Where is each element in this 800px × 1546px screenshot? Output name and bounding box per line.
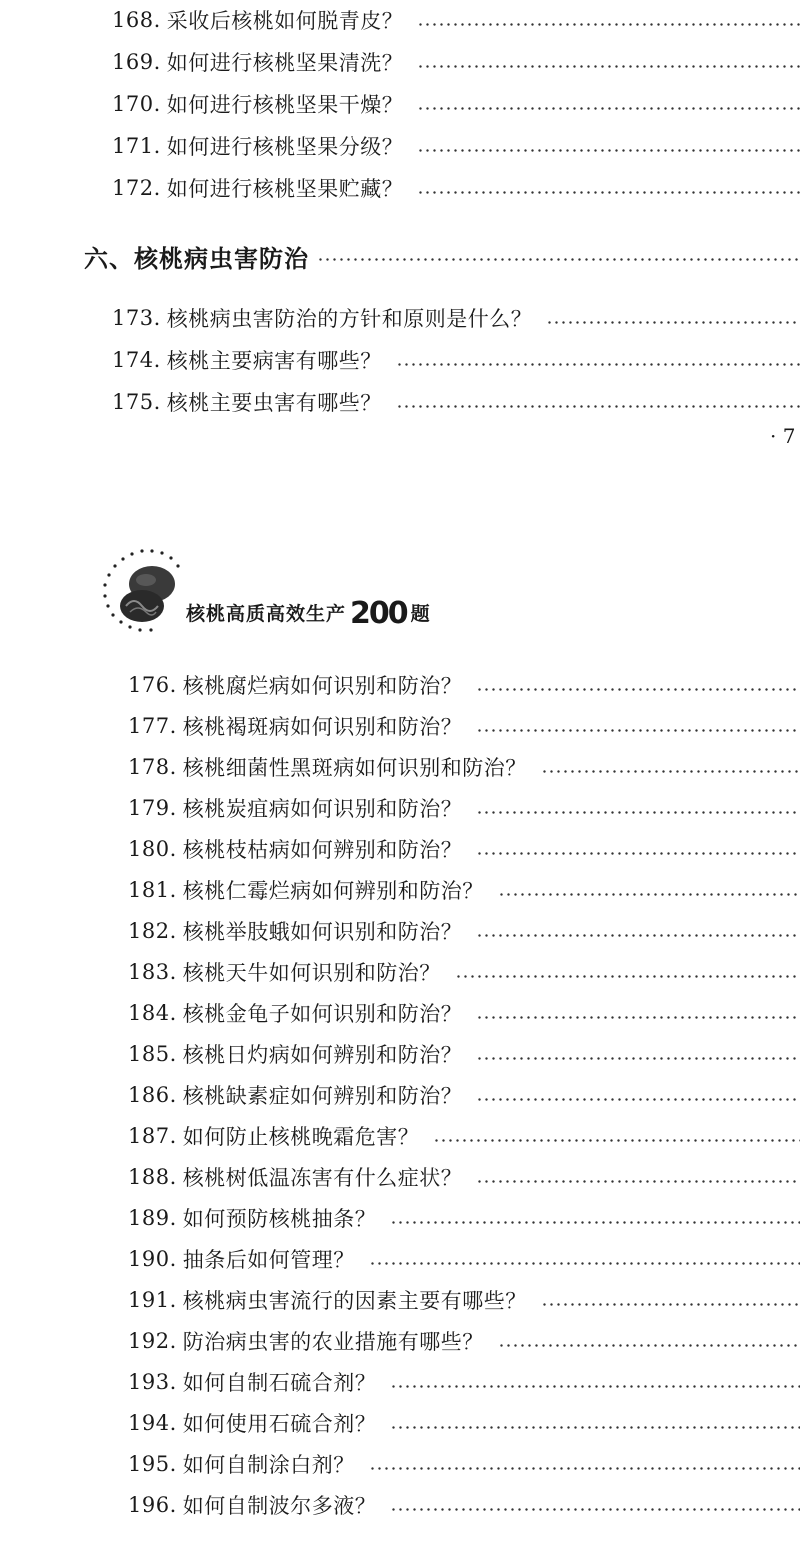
toc-entry[interactable] xyxy=(0,0,800,40)
entry-title: 核桃仁霉烂病如何辨别和防治？ xyxy=(182,879,484,903)
entry-title: 采收后核桃如何脱青皮？ xyxy=(166,9,404,33)
entry-number: 178. xyxy=(128,755,177,779)
toc-entry[interactable] xyxy=(0,1444,800,1484)
entry-number: 181. xyxy=(128,878,177,902)
running-header-title xyxy=(186,596,431,631)
toc-entry[interactable] xyxy=(0,870,800,910)
toc-entry[interactable] xyxy=(0,42,800,82)
entry-title: 如何使用石硫合剂？ xyxy=(182,1412,377,1436)
entry-number: 171. xyxy=(112,134,161,158)
toc-entry[interactable] xyxy=(0,911,800,951)
entry-number: 179. xyxy=(128,796,177,820)
entry-number: 173. xyxy=(112,306,161,330)
entry-title: 核桃天牛如何识别和防治？ xyxy=(182,961,441,985)
dot-leader xyxy=(390,1508,800,1511)
dot-leader xyxy=(476,1057,800,1060)
entry-title: 核桃举肢蛾如何识别和防治？ xyxy=(182,920,463,944)
entry-number: 184. xyxy=(128,1001,177,1025)
toc-entry[interactable] xyxy=(0,1403,800,1443)
running-header xyxy=(0,540,800,650)
dot-leader xyxy=(390,1385,800,1388)
entry-title: 防治病虫害的农业措施有哪些？ xyxy=(182,1330,484,1354)
dot-leader xyxy=(417,107,800,110)
toc-entry[interactable] xyxy=(0,993,800,1033)
toc-entry[interactable] xyxy=(0,168,800,208)
entry-title: 核桃褐斑病如何识别和防治？ xyxy=(182,715,463,739)
entry-number: 191. xyxy=(128,1288,177,1312)
dot-leader xyxy=(476,688,800,691)
page-number: · 7 xyxy=(770,424,796,448)
title-prefix: 核桃高质高效生产 xyxy=(186,603,347,625)
toc-entry[interactable] xyxy=(0,1280,800,1320)
entry-number: 169. xyxy=(112,50,161,74)
entry-title: 如何进行核桃坚果贮藏？ xyxy=(166,177,404,201)
entry-number: 188. xyxy=(128,1165,177,1189)
dot-leader xyxy=(476,934,800,937)
entry-title: 抽条后如何管理？ xyxy=(182,1248,355,1272)
dot-leader xyxy=(541,770,800,773)
entry-title: 核桃日灼病如何辨别和防治？ xyxy=(182,1043,463,1067)
toc-entry[interactable] xyxy=(0,747,800,787)
dot-leader xyxy=(396,405,800,408)
dot-leader xyxy=(369,1467,800,1470)
toc-entry[interactable] xyxy=(0,788,800,828)
entry-number: 177. xyxy=(128,714,177,738)
toc-entry[interactable] xyxy=(0,665,800,705)
toc-entry[interactable] xyxy=(0,1034,800,1074)
entry-number: 186. xyxy=(128,1083,177,1107)
entry-number: 190. xyxy=(128,1247,177,1271)
dot-leader xyxy=(476,811,800,814)
dot-leader xyxy=(476,852,800,855)
title-number: 200 xyxy=(350,596,407,631)
toc-entry[interactable] xyxy=(0,1362,800,1402)
entry-title: 如何进行核桃坚果清洗？ xyxy=(166,51,404,75)
entry-title: 核桃炭疽病如何识别和防治？ xyxy=(182,797,463,821)
section-heading[interactable] xyxy=(0,234,800,278)
entry-number: 172. xyxy=(112,176,161,200)
entry-title: 核桃主要虫害有哪些？ xyxy=(166,391,382,415)
entry-title: 核桃病虫害流行的因素主要有哪些？ xyxy=(182,1289,527,1313)
dot-leader xyxy=(546,321,800,324)
entry-number: 168. xyxy=(112,8,161,32)
entry-title: 如何进行核桃坚果分级？ xyxy=(166,135,404,159)
entry-number: 195. xyxy=(128,1452,177,1476)
dot-leader xyxy=(455,975,800,978)
entry-number: 194. xyxy=(128,1411,177,1435)
walnut-logo-icon xyxy=(96,540,192,640)
entry-number: 176. xyxy=(128,673,177,697)
dot-leader xyxy=(476,1016,800,1019)
entry-number: 185. xyxy=(128,1042,177,1066)
header-rule xyxy=(466,601,800,621)
entry-title: 如何进行核桃坚果干燥？ xyxy=(166,93,404,117)
entry-title: 如何自制涂白剂？ xyxy=(182,1453,355,1477)
toc-entry[interactable] xyxy=(0,340,800,380)
title-suffix: 题 xyxy=(410,603,431,625)
section-title: 六、核桃病虫害防治 xyxy=(84,244,309,273)
toc-entry[interactable] xyxy=(0,84,800,124)
dot-leader xyxy=(498,893,800,896)
toc-entry[interactable] xyxy=(0,1157,800,1197)
entry-number: 180. xyxy=(128,837,177,861)
entry-number: 170. xyxy=(112,92,161,116)
entry-title: 核桃树低温冻害有什么症状？ xyxy=(182,1166,463,1190)
dot-leader xyxy=(476,729,800,732)
toc-entry[interactable] xyxy=(0,829,800,869)
dot-leader xyxy=(417,65,800,68)
toc-entry[interactable] xyxy=(0,382,800,422)
dot-leader xyxy=(369,1262,800,1265)
toc-entry[interactable] xyxy=(0,1485,800,1525)
dot-leader xyxy=(317,258,800,261)
entry-title: 核桃金龟子如何识别和防治？ xyxy=(182,1002,463,1026)
toc-entry[interactable] xyxy=(0,298,800,338)
entry-title: 核桃主要病害有哪些？ xyxy=(166,349,382,373)
dot-leader xyxy=(476,1180,800,1183)
toc-entry[interactable] xyxy=(0,1116,800,1156)
entry-number: 175. xyxy=(112,390,161,414)
entry-title: 核桃枝枯病如何辨别和防治？ xyxy=(182,838,463,862)
entry-number: 174. xyxy=(112,348,161,372)
entry-title: 核桃病虫害防治的方针和原则是什么？ xyxy=(166,307,533,331)
toc-entry[interactable] xyxy=(0,126,800,166)
dot-leader xyxy=(417,191,800,194)
dot-leader xyxy=(541,1303,800,1306)
toc-entry[interactable] xyxy=(0,1198,800,1238)
toc-entry[interactable] xyxy=(0,1321,800,1361)
dot-leader xyxy=(390,1426,800,1429)
entry-title: 核桃缺素症如何辨别和防治？ xyxy=(182,1084,463,1108)
dot-leader xyxy=(396,363,800,366)
entry-title: 如何自制波尔多液？ xyxy=(182,1494,377,1518)
entry-title: 如何防止核桃晚霜危害？ xyxy=(182,1125,420,1149)
dot-leader xyxy=(498,1344,800,1347)
toc-entry[interactable] xyxy=(0,1075,800,1115)
entry-number: 182. xyxy=(128,919,177,943)
dot-leader xyxy=(476,1098,800,1101)
entry-number: 192. xyxy=(128,1329,177,1353)
entry-title: 核桃细菌性黑斑病如何识别和防治？ xyxy=(182,756,527,780)
entry-number: 189. xyxy=(128,1206,177,1230)
dot-leader xyxy=(417,149,800,152)
dot-leader xyxy=(390,1221,800,1224)
entry-number: 183. xyxy=(128,960,177,984)
entry-number: 187. xyxy=(128,1124,177,1148)
entry-title: 核桃腐烂病如何识别和防治？ xyxy=(182,674,463,698)
entry-number: 196. xyxy=(128,1493,177,1517)
dot-leader xyxy=(417,23,800,26)
toc-entry[interactable] xyxy=(0,706,800,746)
entry-title: 如何预防核桃抽条？ xyxy=(182,1207,377,1231)
entry-number: 193. xyxy=(128,1370,177,1394)
toc-entry[interactable] xyxy=(0,952,800,992)
toc-entry[interactable] xyxy=(0,1239,800,1279)
dot-leader xyxy=(433,1139,800,1142)
entry-title: 如何自制石硫合剂？ xyxy=(182,1371,377,1395)
